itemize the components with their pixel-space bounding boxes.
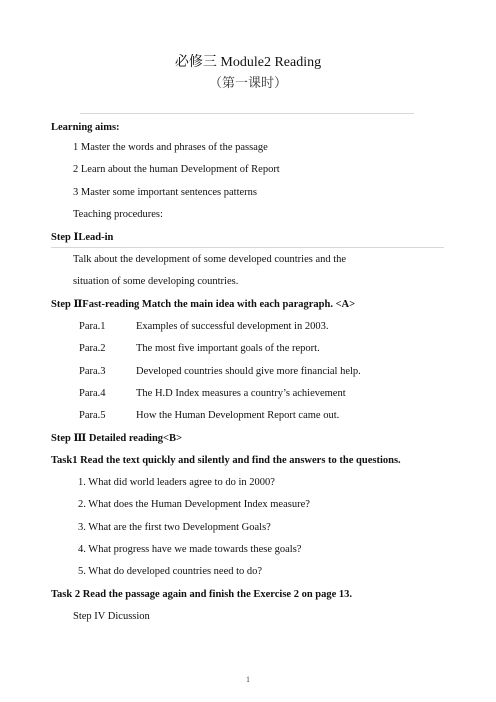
aim-item: 3 Master some important sentences patterns [73,187,257,198]
question-item: 4. What progress have we made towards these goals? [78,544,302,555]
step2-heading: Step ⅡFast-reading Match the main idea with each paragraph. <A> [51,299,356,310]
para-label: Para.5 [79,410,106,421]
para-text: The most five important goals of the report. [136,343,320,354]
page-subtitle: （第一课时） [208,75,287,90]
para-text: Examples of successful development in 2003. [136,321,329,332]
para-text: Developed countries should give more financial help. [136,366,361,377]
step3-heading: Step Ⅲ Detailed reading<B> [51,433,183,444]
para-text: How the Human Development Report came out. [136,410,340,421]
para-label: Para.4 [79,388,106,399]
task2-heading: Task 2 Read the passage again and finish the Exercise 2 on page 13. [51,589,353,600]
question-item: 1. What did world leaders agree to do in 2000? [78,477,275,488]
step4-heading: Step IV Dicussion [73,611,150,622]
step1-line: Talk about the development of some developed countries and the [73,254,347,265]
aim-item: 2 Learn about the human Development of Report [73,164,280,175]
aim-item: 1 Master the words and phrases of the passage [73,142,268,153]
step1-heading: Step ⅠLead-in [51,232,114,243]
para-label: Para.2 [79,343,106,354]
page-title: 必修三 Module2 Reading [174,55,322,70]
page-number: 1 [246,675,250,684]
step1-rule [51,247,444,248]
task1-heading: Task1 Read the text quickly and silently and find the answers to the questions. [51,455,401,466]
aims-heading: Learning aims: [51,122,120,133]
para-label: Para.1 [79,321,106,332]
question-item: 5. What do developed countries need to do? [78,566,263,577]
step1-line: situation of some developing countries. [73,276,239,287]
question-item: 3. What are the first two Development Goals? [78,522,271,533]
para-text: The H.D Index measures a country’s achievement [136,388,346,399]
teaching-procedures: Teaching procedures: [73,209,163,220]
header-rule [80,113,414,114]
question-item: 2. What does the Human Development Index measure? [78,499,310,510]
para-label: Para.3 [79,366,106,377]
